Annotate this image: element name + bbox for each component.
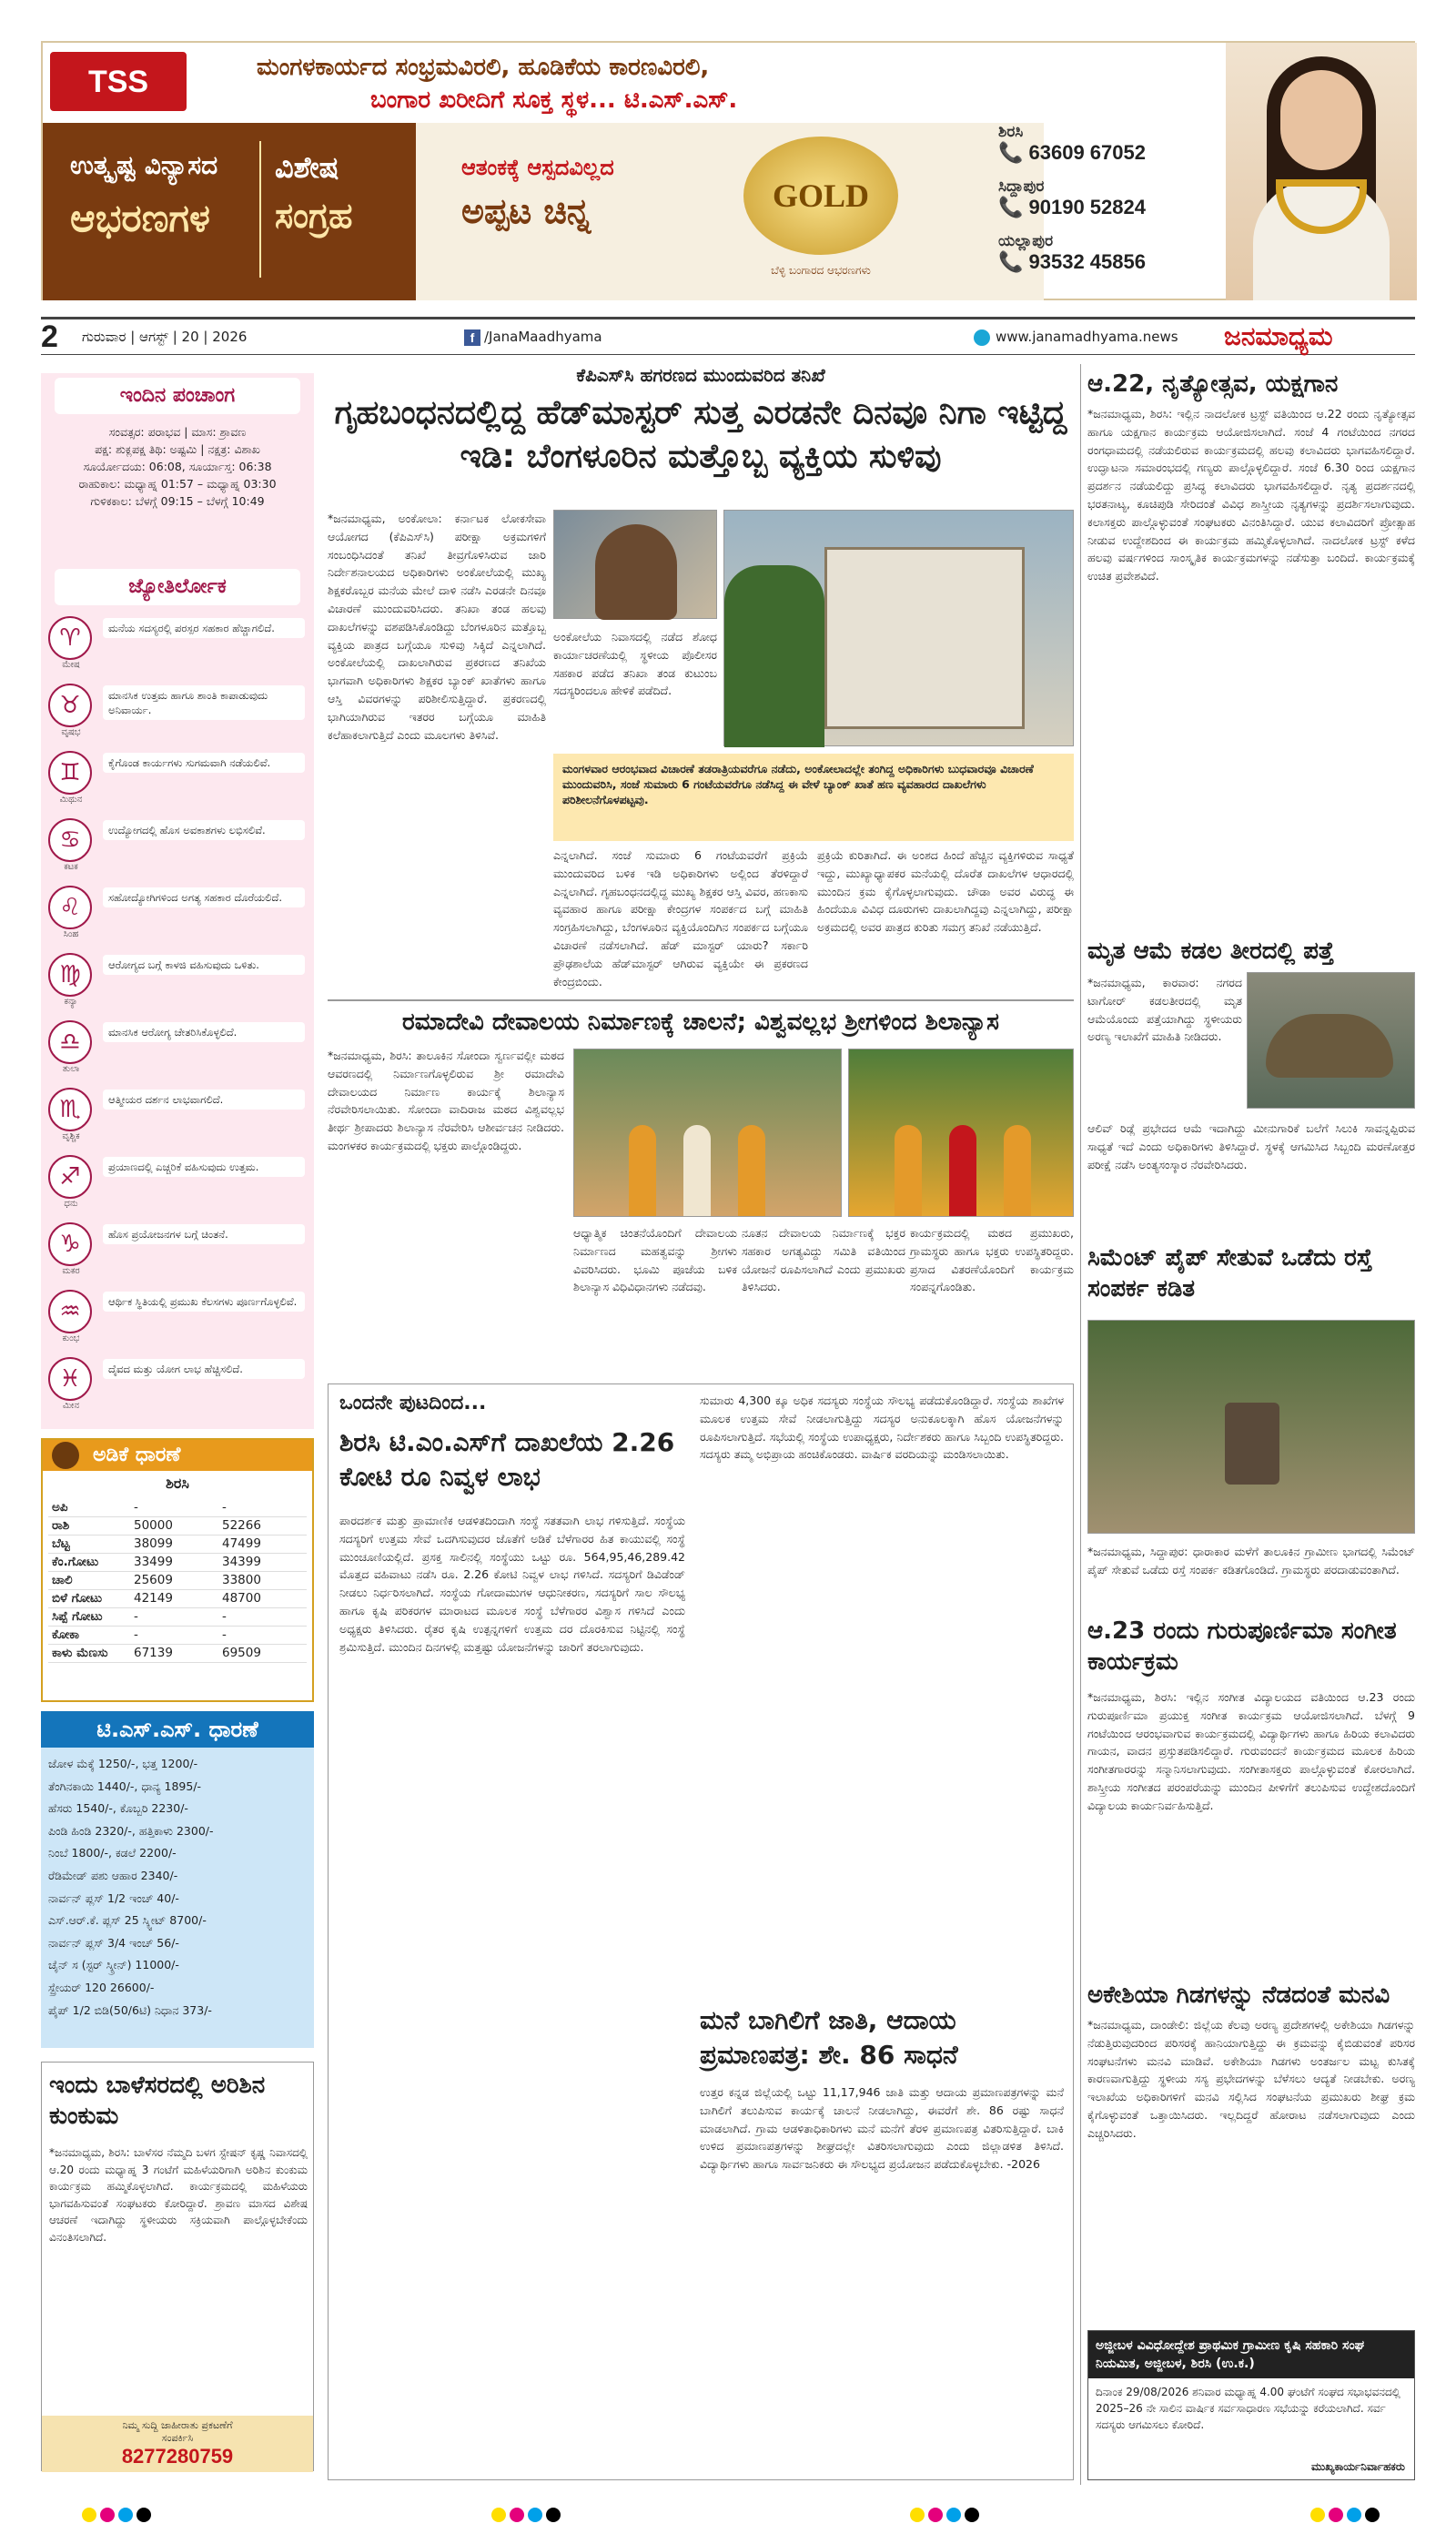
headmaster-photo	[553, 510, 717, 619]
facebook-icon: f	[464, 329, 480, 346]
rate-min: -	[130, 1498, 218, 1516]
tms-article-col2: ಸುಮಾರು 4,300 ಕ್ಕೂ ಅಧಿಕ ಸದಸ್ಯರು ಸಂಸ್ಥೆಯ ಸೌಲಭ್ಯ ಪಡೆದುಕೊಂಡಿದ್ದಾರೆ. ಸಂಸ್ಥೆಯ ಶಾಖೆಗಳ ಮೂಲಕ ಉತ್ತಮ ಸೇವೆ ನೀಡಲಾಗುತ್ತಿದ್ದು ಸದಸ್ಯರ ಅನುಕೂಲಕ್ಕಾಗಿ ಹೊಸ ಯೋಜನೆಗಳನ್ನು ರೂಪಿಸಲಾಗುತ್ತಿದೆ. ಸಭೆಯಲ್ಲಿ ಸಂಸ್ಥೆಯ ಉಪಾಧ್ಯಕ್ಷರು, ನಿರ್ದೇಶಕರು ಹಾಗೂ ಸಿಬ್ಬಂದಿ ಉಪಸ್ಥಿತರಿದ್ದರು. ಸದಸ್ಯರು ತಮ್ಮ ಅಭಿಪ್ರಾಯ ಹಂಚಿಕೊಂಡರು. ವಾರ್ಷಿಕ ವರದಿಯನ್ನು ಮಂಡಿಸಲಾಯಿತು.	[700, 1394, 1064, 1462]
turtle-photo	[1247, 972, 1415, 1109]
temple-article-headline: ರಮಾದೇವಿ ದೇವಾಲಯ ನಿರ್ಮಾಣಕ್ಕೆ ಚಾಲನೆ; ವಿಶ್ವವಲ್ಲಭ ಶ್ರೀಗಳಿಂದ ಶಿಲಾನ್ಯಾಸ	[402, 1008, 999, 1036]
classified-ad	[42, 2416, 313, 2472]
tss-rate-box	[41, 1711, 314, 2048]
bridge-body: *ಜನಮಾಧ್ಯಮ, ಸಿದ್ದಾಪುರ: ಧಾರಾಕಾರ ಮಳೆಗೆ ತಾಲೂಕಿನ ಗ್ರಾಮೀಣ ಭಾಗದಲ್ಲಿ ಸಿಮೆಂಟ್ ಪೈಪ್ ಸೇತುವೆ ಒಡೆದು ರಸ್ತೆ ಸಂಪರ್ಕ ಕಡಿತಗೊಂಡಿದೆ. ಗ್ರಾಮಸ್ಥರು ಪರದಾಡುವಂತಾಗಿದೆ.	[1087, 1545, 1415, 1576]
turtle-body: *ಜನಮಾಧ್ಯಮ, ಕಾರವಾರ: ನಗರದ ಟಾಗೋರ್ ಕಡಲತೀರದಲ್ಲಿ ಮೃತ ಆಮೆಯೊಂದು ಪತ್ತೆಯಾಗಿದ್ದು ಸ್ಥಳೀಯರು ಅರಣ್ಯ ಇಲಾಖೆಗೆ ಮಾಹಿತಿ ನೀಡಿದರು.	[1087, 976, 1242, 1044]
tss-advertisement	[41, 41, 1415, 300]
zodiac-icon: ♉	[48, 684, 92, 727]
zodiac-name: ಸಿಂಹ	[63, 929, 79, 939]
temple-ceremony-photo-1	[573, 1049, 842, 1217]
horoscope-item	[48, 951, 307, 1011]
tss-rate-line: ನಾರ್ವನ್ ಪ್ಲಸ್ 3/4 ಇಂಚ್ 56/-	[48, 1935, 179, 1950]
registration-dot	[965, 2508, 979, 2522]
panchanga-line: ಸೂರ್ಯೋದಯ: 06:08, ಸೂರ್ಯಾಸ್ತ: 06:38	[83, 460, 272, 473]
temple-ceremony-photo-2	[848, 1049, 1074, 1217]
registration-dot	[1347, 2508, 1361, 2522]
contact-phone: 📞 90190 52824	[998, 196, 1146, 218]
arecanut-icon	[52, 1442, 79, 1469]
zodiac-name: ತುಲಾ	[62, 1064, 80, 1074]
classified-ad-line1: ನಿಮ್ಮ ಸುದ್ದಿ ಜಾಹೀರಾತು ಪ್ರಕಟಣೆಗೆ	[122, 2419, 233, 2431]
zodiac-icon: ♒	[48, 1290, 92, 1333]
rate-label: ಕೋಕಾ	[48, 1626, 130, 1644]
zodiac-name: ಕನ್ಯಾ	[64, 997, 78, 1007]
tss-rate-line: ಜೋಳ ಮೆಕ್ಕೆ 1250/-, ಭತ್ತ 1200/-	[48, 1757, 198, 1770]
person-figure	[1004, 1125, 1031, 1216]
registration-dot	[910, 2508, 925, 2522]
rate-max: 34399	[218, 1553, 307, 1571]
rate-max: 69509	[218, 1644, 307, 1662]
zodiac-name: ಮೇಷ	[62, 660, 80, 670]
tss-rate-line: ನಾರ್ವನ್ ಪ್ಲಸ್ 1/2 ಇಂಚ್ 40/-	[48, 1890, 179, 1905]
notice-signature: ಮುಖ್ಯಕಾರ್ಯನಿರ್ವಾಹಕರು	[1310, 2460, 1405, 2473]
contact-place: ಯಲ್ಲಾಪುರ	[998, 232, 1054, 250]
registration-dot	[510, 2508, 524, 2522]
panchanga-line: ಪಕ್ಷ: ಶುಕ್ಲಪಕ್ಷ ತಿಥಿ: ಅಷ್ಟಮಿ | ನಕ್ಷತ್ರ: ವಿಶಾಖ	[95, 442, 260, 456]
registration-dot	[528, 2508, 542, 2522]
horoscope-item	[48, 614, 307, 674]
ad-left-line3: ವಿಶೇಷ	[275, 150, 339, 185]
tms-article-col1: ಪಾರದರ್ಶಕ ಮತ್ತು ಪ್ರಾಮಾಣಿಕ ಆಡಳಿತದಿಂದಾಗಿ ಸಂಸ್ಥೆ ಸತತವಾಗಿ ಲಾಭ ಗಳಿಸುತ್ತಿದೆ. ಸಂಸ್ಥೆಯ ಸದಸ್ಯರಿಗೆ ಉತ್ತಮ ಸೇವೆ ಒದಗಿಸುವುದರ ಜೊತೆಗೆ ಅಡಿಕೆ ಬೆಳೆಗಾರರ ಹಿತ ಕಾಯುವಲ್ಲಿ ಸಂಸ್ಥೆ ಮುಂಚೂಣಿಯಲ್ಲಿದೆ. ಪ್ರಸಕ್ತ ಸಾಲಿನಲ್ಲಿ ಸಂಸ್ಥೆಯು ಒಟ್ಟು ರೂ. 564,95,46,289.42 ಮೊತ್ತದ ವಹಿವಾಟು ನಡೆಸಿ ರೂ. 2.26 ಕೋಟಿ ನಿವ್ವಳ ಲಾಭ ಗಳಿಸಿದೆ. ಸದಸ್ಯರಿಗೆ ಡಿವಿಡೆಂಡ್ ನೀಡಲು ನಿರ್ಧರಿಸಲಾಗಿದೆ. ಸಂಸ್ಥೆಯ ಗೋದಾಮುಗಳ ಆಧುನೀಕರಣ, ಸದಸ್ಯರಿಗೆ ಸಾಲ ಸೌಲಭ್ಯ ಹಾಗೂ ಕೃಷಿ ಪರಿಕರಗಳ ಮಾರಾಟದ ಮೂಲಕ ಸಂಸ್ಥೆ ಬೆಳೆಗಾರರ ವಿಶ್ವಾಸ ಗಳಿಸಿದೆ ಎಂದು ಅಧ್ಯಕ್ಷರು ತಿಳಿಸಿದರು. ರೈತರ ಕೃಷಿ ಉತ್ಪನ್ನಗಳಿಗೆ ಉತ್ತಮ ದರ ದೊರಕಿಸುವ ನಿಟ್ಟಿನಲ್ಲಿ ಸಂಸ್ಥೆ ಶ್ರಮಿಸುತ್ತಿದೆ. ಮುಂದಿನ ದಿನಗಳಲ್ಲಿ ಮತ್ತಷ್ಟು ಯೋಜನೆಗಳನ್ನು ಜಾರಿಗೆ ತರಲಾಗುವುದು.	[339, 1514, 685, 1654]
registration-dot	[136, 2508, 151, 2522]
rate-min: 25609	[130, 1571, 218, 1589]
facebook-handle: /JanaMaadhyama	[484, 329, 602, 345]
kumkuma-headline: ಇಂದು ಬಾಳೆಸರದಲ್ಲಿ ಅರಿಶಿನ ಕುಂಕುಮ	[49, 2072, 266, 2130]
temple-article-col4: ಕಾರ್ಯಕ್ರಮದಲ್ಲಿ ಮಠದ ಪ್ರಮುಖರು, ಗ್ರಾಮಸ್ಥರು ಹಾಗೂ ಭಕ್ತರು ಉಪಸ್ಥಿತರಿದ್ದರು. ಪ್ರಸಾದ ವಿತರಣೆಯೊಂದಿಗೆ ಕಾರ್ಯಕ್ರಮ ಸಂಪನ್ನಗೊಂಡಿತು.	[910, 1226, 1074, 1294]
rate-min: 67139	[130, 1644, 218, 1662]
registration-dot	[928, 2508, 943, 2522]
person-figure	[738, 1125, 765, 1216]
music-event-headline: ಆ.23 ರಂದು ಗುರುಪೂರ್ಣಿಮಾ ಸಂಗೀತ ಕಾರ್ಯಕ್ರಮ	[1087, 1617, 1397, 1676]
zodiac-prediction: ಕೈಗೊಂಡ ಕಾರ್ಯಗಳು ಸುಗಮವಾಗಿ ನಡೆಯಲಿವೆ.	[103, 753, 305, 773]
main-article-caption: ಮಂಗಳವಾರ ಆರಂಭವಾದ ವಿಚಾರಣೆ ತಡರಾತ್ರಿಯವರೆಗೂ ನಡೆದು, ಅಂಕೋಲಾದಲ್ಲೇ ತಂಗಿದ್ದ ಅಧಿಕಾರಿಗಳು ಬುಧವಾರವೂ ವಿಚಾರಣೆ ಮುಂದುವರಿಸಿ, ಸಂಜೆ ಸುಮಾರು 6 ಗಂಟೆಯವರೆಗೂ ನಡೆಸಿದ್ದ ಈ ವೇಳೆ ಬ್ಯಾಂಕ್ ಖಾತೆ ಹಣ ವ್ಯವಹಾರದ ದಾಖಲೆಗಳು ಪರಿಶೀಲನೆಗೊಳಪಟ್ಟವು.	[553, 754, 1074, 841]
tss-rate-line: ಹೆಸರು 1540/-, ಕೊಬ್ಬರಿ 2230/-	[48, 1801, 188, 1816]
panchanga-title: ಇಂದಿನ ಪಂಚಾಂಗ	[55, 378, 300, 414]
rate-label: ಸಿಪ್ಪೆ ಗೋಟು	[48, 1607, 130, 1626]
horoscope-item	[48, 1153, 307, 1213]
dance-festival-headline: ಆ.22, ನೃತ್ಯೋತ್ಸವ, ಯಕ್ಷಗಾನ	[1087, 370, 1339, 398]
rate-row	[48, 1607, 307, 1626]
tss-rate-line: ನಿಂಬೆ 1800/-, ಕಡಲೆ 2200/-	[48, 1846, 177, 1860]
ad-mid-line2: ಅಪ್ಪಟ ಚಿನ್ನ	[461, 191, 592, 231]
issue-date: ಗುರುವಾರ | ಆಗಸ್ಟ್ | 20 | 2026	[82, 329, 248, 345]
tss-rate-list	[48, 1753, 307, 2022]
zodiac-prediction: ದೈವದ ಮತ್ತು ಯೋಗ ಲಾಭ ಹೆಚ್ಚಿಸಲಿದೆ.	[103, 1359, 305, 1379]
temple-article-col3: ನೂತನ ದೇವಾಲಯ ನಿರ್ಮಾಣಕ್ಕೆ ಭಕ್ತರ ಸಹಕಾರ ಅಗತ್ಯವಿದ್ದು ಸಮಿತಿ ವತಿಯಿಂದ ಯೋಜನೆ ರೂಪಿಸಲಾಗಿದೆ ಎಂದು ಪ್ರಮುಖರು ತಿಳಿಸಿದರು.	[742, 1226, 905, 1294]
arecanut-rate-table	[48, 1498, 307, 1663]
page-number: 2	[41, 319, 58, 354]
horoscope-item	[48, 1019, 307, 1079]
rate-label: ಅಪಿ	[48, 1498, 130, 1516]
arecanut-rate-title	[43, 1440, 312, 1471]
notice-title: ಅಜ್ಜೀಬಳ ವಿವಿಧೋದ್ದೇಶ ಪ್ರಾಥಮಿಕ ಗ್ರಾಮೀಣ ಕೃಷಿ ಸಹಕಾರಿ ಸಂಘ ನಿಯಮಿತ, ಅಜ್ಜೀಬಳ, ಶಿರಸಿ (ಉ.ಕ.)	[1088, 2331, 1414, 2378]
rate-row	[48, 1589, 307, 1607]
horoscope-item	[48, 816, 307, 877]
zodiac-icon: ♊	[48, 751, 92, 795]
ad-collection-panel	[43, 123, 416, 300]
rate-min: -	[130, 1626, 218, 1644]
zodiac-icon: ♎	[48, 1020, 92, 1064]
rate-row	[48, 1498, 307, 1516]
contact-phone: 📞 93532 45856	[998, 250, 1146, 273]
newspaper-brand: ಜನಮಾಧ್ಯಮ	[1224, 321, 1333, 351]
ad-left-line1: ಉತ್ಕೃಷ್ಟ ವಿನ್ಯಾಸದ	[70, 150, 218, 180]
ad-left-line4: ಸಂಗ್ರಹ	[275, 196, 353, 236]
contact-number: 93532 45856	[1028, 250, 1146, 273]
horoscope-item	[48, 682, 307, 742]
horoscope-item	[48, 1355, 307, 1415]
horoscope-item	[48, 1221, 307, 1281]
main-article-col1: *ಜನಮಾಧ್ಯಮ, ಅಂಕೋಲಾ: ಕರ್ನಾಟಕ ಲೋಕಸೇವಾ ಆಯೋಗದ (ಕೆಪಿಎಸ್‌ಸಿ) ಪರೀಕ್ಷಾ ಅಕ್ರಮಗಳಿಗೆ ಸಂಬಂಧಿಸಿದಂತೆ ತನಿಖೆ ತೀವ್ರಗೊಳಿಸಿರುವ ಜಾರಿ ನಿರ್ದೇಶನಾಲಯದ ಅಧಿಕಾರಿಗಳು ಅಂಕೋಲೆಯಲ್ಲಿ ಮುಖ್ಯ ಶಿಕ್ಷಕರೊಬ್ಬರ ಮನೆಯ ಮೇಲೆ ದಾಳಿ ನಡೆಸಿ ಎರಡನೇ ದಿನವೂ ವಿಚಾರಣೆ ಮುಂದುವರಿಸಿದರು. ತನಿಖಾ ತಂಡ ಹಲವು ದಾಖಲೆಗಳನ್ನು ವಶಪಡಿಸಿಕೊಂಡಿದ್ದು ಬೆಂಗಳೂರಿನ ಮತ್ತೊಬ್ಬ ವ್ಯಕ್ತಿಯ ಪಾತ್ರದ ಬಗ್ಗೆಯೂ ಸುಳಿವು ಸಿಕ್ಕಿದೆ ಎನ್ನಲಾಗಿದೆ. ಅಂಕೋಲೆಯಲ್ಲಿ ದಾಖಲಾಗಿರುವ ಪ್ರಕರಣದ ತನಿಖೆಯ ಭಾಗವಾಗಿ ಅಧಿಕಾರಿಗಳು ಶಿಕ್ಷಕರ ಬ್ಯಾಂಕ್ ಖಾತೆಗಳು ಹಾಗೂ ಆಸ್ತಿ ವಿವರಗಳನ್ನು ಪರಿಶೀಲಿಸುತ್ತಿದ್ದಾರೆ. ಪ್ರಕರಣದಲ್ಲಿ ಭಾಗಿಯಾಗಿರುವ ಇತರರ ಬಗ್ಗೆಯೂ ಮಾಹಿತಿ ಕಲೆಹಾಕಲಾಗುತ್ತಿದೆ ಎಂದು ಮೂಲಗಳು ತಿಳಿಸಿವೆ.	[328, 512, 546, 742]
continued-kicker: ಒಂದನೇ ಪುಟದಿಂದ...	[339, 1392, 487, 1414]
rate-row	[48, 1535, 307, 1553]
continued-section	[328, 1383, 1074, 2480]
registration-dot	[546, 2508, 561, 2522]
rate-row	[48, 1571, 307, 1589]
acacia-headline: ಅಕೇಶಿಯಾ ಗಿಡಗಳನ್ನು ನೆಡದಂತೆ ಮನವಿ	[1087, 1981, 1390, 2009]
zodiac-name: ವೃಶ್ಚಿಕ	[62, 1131, 80, 1141]
rate-label: ರಾಶಿ	[48, 1516, 130, 1535]
contact-phone: 📞 63609 67052	[998, 141, 1146, 164]
rate-row	[48, 1516, 307, 1535]
rate-min: -	[130, 1607, 218, 1626]
rate-row	[48, 1553, 307, 1571]
zodiac-name: ಧನು	[64, 1199, 78, 1209]
rate-max: -	[218, 1498, 307, 1516]
rate-min: 42149	[130, 1589, 218, 1607]
main-article-headline: ಗೃಹಬಂಧನದಲ್ಲಿದ್ದ ಹೆಡ್‌ಮಾಸ್ಟರ್ ಸುತ್ತ ಎರಡನೇ ದಿನವೂ ನಿಗಾ ಇಟ್ಟಿದ್ದ ಇಡಿ: ಬೆಂಗಳೂರಿನ ಮತ್ತೊಬ್ಬ ವ್ಯಕ್ತಿಯ ಸುಳಿವು	[334, 394, 1067, 475]
rate-max: 48700	[218, 1589, 307, 1607]
tss-rate-line: ಸ್ಪ್ರೇಯರ್ 120 26600/-	[48, 1980, 155, 1994]
section-divider	[328, 999, 1074, 1001]
tss-rate-title: ಟಿ.ಎಸ್.ಎಸ್. ಧಾರಣೆ	[41, 1711, 314, 1748]
ad-top-strip	[43, 43, 1226, 120]
zodiac-prediction: ಉದ್ಯೋಗದಲ್ಲಿ ಹೊಸ ಅವಕಾಶಗಳು ಲಭಿಸಲಿವೆ.	[103, 820, 305, 840]
column-rule	[1080, 364, 1081, 2485]
caste-certificate-headline: ಮನೆ ಬಾಗಿಲಿಗೆ ಜಾತಿ, ಆದಾಯ ಪ್ರಮಾಣಪತ್ರ: ಶೇ. 86 ಸಾಧನೆ	[700, 2005, 958, 2070]
rate-row	[48, 1644, 307, 1662]
tss-rate-line: ರೆಡಿಮೇಡ್ ಪಶು ಆಹಾರ 2340/-	[48, 1868, 178, 1882]
contact-number: 90190 52824	[1028, 196, 1146, 218]
person-figure	[949, 1125, 976, 1216]
rate-max: -	[218, 1626, 307, 1644]
zodiac-icon: ♑	[48, 1222, 92, 1266]
rate-label: ಚಾಲಿ	[48, 1571, 130, 1589]
tss-rate-line: ಚೈನ್ ಸ (ಸ್ಟರ್ ಸ್ಕ್ರೀನ್) 11000/-	[48, 1958, 179, 1972]
web-icon	[974, 329, 990, 346]
bridge-headline: ಸಿಮೆಂಟ್ ಪೈಪ್ ಸೇತುವೆ ಒಡೆದು ರಸ್ತೆ ಸಂಪರ್ಕ ಕಡಿತ	[1087, 1244, 1372, 1302]
website-link[interactable]	[974, 329, 1178, 346]
zodiac-name: ವೃಷಭ	[61, 727, 81, 737]
zodiac-icon: ♏	[48, 1088, 92, 1131]
arecanut-rate-city: ಶಿರಸಿ	[166, 1475, 189, 1492]
zodiac-icon: ♌	[48, 886, 92, 929]
tss-rate-line: ಎಸ್.ಆರ್.ಕೆ. ಪ್ಲಸ್ 25 ಸ್ಕ್ವೀಟ್ 8700/-	[48, 1913, 207, 1928]
contact-siddapura	[998, 177, 1226, 219]
ad-tagline-2: ಬಂಗಾರ ಖರೀದಿಗೆ ಸೂಕ್ತ ಸ್ಥಳ... ಟಿ.ಎಸ್.ಎಸ್.	[370, 86, 738, 114]
rate-min: 33499	[130, 1553, 218, 1571]
zodiac-icon: ♋	[48, 818, 92, 862]
page-masthead	[41, 317, 1415, 355]
rate-max: -	[218, 1607, 307, 1626]
kumkuma-article	[41, 2062, 314, 2471]
cooperative-notice	[1087, 2330, 1415, 2480]
contact-sirsi	[998, 123, 1226, 165]
zodiac-name: ಮೀನ	[63, 1401, 79, 1411]
tss-gold-subtitle: ಬೆಳ್ಳಿ ಬಂಗಾರದ ಆಭರಣಗಳು	[771, 264, 871, 277]
arecanut-rate-title-text: ಅಡಿಕೆ ಧಾರಣೆ	[93, 1444, 181, 1466]
rate-row	[48, 1626, 307, 1644]
zodiac-name: ಮಿಥುನ	[59, 795, 83, 805]
registration-dot	[1365, 2508, 1380, 2522]
ad-bottom-panel	[43, 123, 1044, 300]
panchanga-line: ರಾಹುಕಾಲ: ಮಧ್ಯಾಹ್ನ 01:57 – ಮಧ್ಯಾಹ್ನ 03:30	[78, 477, 277, 491]
classified-ad-phone: 8277280759	[121, 2445, 234, 2468]
main-article-col4: ಪ್ರಕ್ರಿಯೆ ಕುರಿತಾಗಿದೆ. ಈ ಅಂಶದ ಹಿಂದೆ ಹೆಚ್ಚಿನ ವ್ಯಕ್ತಿಗಳಿರುವ ಸಾಧ್ಯತೆ ಇದ್ದು, ಮುಖ್ಯಾಧ್ಯಾಪಕರ ಮನೆಯಲ್ಲಿ ದೊರೆತ ದಾಖಲೆಗಳ ಆಧಾರದಲ್ಲಿ ಮುಂದಿನ ಕ್ರಮ ಕೈಗೊಳ್ಳಲಾಗುವುದು. ಚೌಡಾ ಅವರ ವಿರುದ್ಧ ಈ ಹಿಂದೆಯೂ ವಿವಿಧ ದೂರುಗಳು ದಾಖಲಾಗಿದ್ದವು ಎನ್ನಲಾಗಿದ್ದು, ಪರೀಕ್ಷಾ ಅಕ್ರಮದಲ್ಲಿ ಅವರ ಪಾತ್ರದ ಕುರಿತು ಸಮಗ್ರ ತನಿಖೆ ನಡೆಯುತ್ತಿದೆ.	[817, 848, 1074, 935]
zodiac-prediction: ಮಾನಸಿಕ ಆರೋಗ್ಯ ಚೇತರಿಸಿಕೊಳ್ಳಲಿದೆ.	[103, 1022, 305, 1042]
turtle-body-cont: ಆಲಿವ್ ರಿಡ್ಲೆ ಪ್ರಭೇದದ ಆಮೆ ಇದಾಗಿದ್ದು ಮೀನುಗಾರಿಕೆ ಬಲೆಗೆ ಸಿಲುಕಿ ಸಾವನ್ನಪ್ಪಿರುವ ಸಾಧ್ಯತೆ ಇದೆ ಎಂದು ಅಧಿಕಾರಿಗಳು ತಿಳಿಸಿದ್ದಾರೆ. ಸ್ಥಳಕ್ಕೆ ಆಗಮಿಸಿದ ಸಿಬ್ಬಂದಿ ಮರಣೋತ್ತರ ಪರೀಕ್ಷೆ ನಡೆಸಿ ಅಂತ್ಯಸಂಸ್ಕಾರ ನೆರವೇರಿಸಿದರು.	[1087, 1121, 1415, 1171]
person-figure	[629, 1125, 656, 1216]
website-url: www.janamadhyama.news	[996, 329, 1178, 345]
zodiac-icon: ♓	[48, 1357, 92, 1401]
contact-place: ಶಿರಸಿ	[998, 123, 1024, 141]
contact-place: ಸಿದ್ದಾಪುರ	[998, 177, 1045, 196]
house-photo	[723, 510, 1074, 746]
rate-label: ಕಾಳು ಮೆಣಸು	[48, 1644, 130, 1662]
model-face	[1280, 70, 1362, 170]
registration-dot	[82, 2508, 96, 2522]
panchanga-line: ಗುಳಿಕಕಾಲ: ಬೆಳಗ್ಗೆ 09:15 – ಬೆಳಗ್ಗೆ 10:49	[90, 494, 265, 508]
kumkuma-body: *ಜನಮಾಧ್ಯಮ, ಶಿರಸಿ: ಬಾಳೆಸರ ನೆಮ್ಮದಿ ಬಳಗ ಸ್ಟೇಷನ್ ಕೃಷ್ಣ ನಿವಾಸದಲ್ಲಿ ಆ.20 ರಂದು ಮಧ್ಯಾಹ್ನ 3 ಗಂಟೆಗೆ ಮಹಿಳೆಯರಿಗಾಗಿ ಅರಿಶಿನ ಕುಂಕುಮ ಕಾರ್ಯಕ್ರಮ ಹಮ್ಮಿಕೊಳ್ಳಲಾಗಿದೆ. ಕಾರ್ಯಕ್ರಮದಲ್ಲಿ ಮಹಿಳೆಯರು ಭಾಗವಹಿಸುವಂತೆ ಸಂಘಟಕರು ಕೋರಿದ್ದಾರೆ. ಶ್ರಾವಣ ಮಾಸದ ವಿಶೇಷ ಆಚರಣೆ ಇದಾಗಿದ್ದು ಸ್ಥಳೀಯರು ಸಕ್ರಿಯವಾಗಿ ಪಾಲ್ಗೊಳ್ಳಬೇಕೆಂದು ವಿನಂತಿಸಲಾಗಿದೆ.	[49, 2146, 308, 2244]
rate-max: 52266	[218, 1516, 307, 1535]
temple-article-col2: ಆಧ್ಯಾತ್ಮಿಕ ಚಿಂತನೆಯೊಂದಿಗೆ ದೇವಾಲಯ ನಿರ್ಮಾಣದ ಮಹತ್ವವನ್ನು ಶ್ರೀಗಳು ವಿವರಿಸಿದರು. ಭೂಮಿ ಪೂಜೆಯ ಬಳಿಕ ಶಿಲಾನ್ಯಾಸ ವಿಧಿವಿಧಾನಗಳು ನಡೆದವು.	[573, 1226, 737, 1294]
horoscope-item	[48, 1288, 307, 1348]
main-article-kicker: ಕೆಪಿಎಸ್‌ಸಿ ಹಗರಣದ ಮುಂದುವರಿದ ತನಿಖೆ	[576, 364, 825, 386]
tms-article-headline: ಶಿರಸಿ ಟಿ.ಎಂ.ಎಸ್‌ಗೆ ದಾಖಲೆಯ 2.26 ಕೋಟಿ ರೂ ನಿವ್ವಳ ಲಾಭ	[339, 1427, 675, 1492]
zodiac-prediction: ಆರೋಗ್ಯದ ಬಗ್ಗೆ ಕಾಳಜಿ ವಹಿಸುವುದು ಒಳಿತು.	[103, 955, 305, 975]
rate-min: 38099	[130, 1535, 218, 1553]
tss-rate-line: ತೆಂಗಿನಕಾಯಿ 1440/-, ಧಾನ್ಯ 1895/-	[48, 1779, 202, 1793]
horoscope-item	[48, 749, 307, 809]
zodiac-icon: ♍	[48, 953, 92, 997]
registration-dot	[1329, 2508, 1343, 2522]
panchanga-line: ಸಂವತ್ಸರ: ಪರಾಭವ | ಮಾಸ: ಶ್ರಾವಣ	[108, 425, 247, 439]
contact-number: 63609 67052	[1028, 141, 1146, 164]
ad-tagline-1: ಮಂಗಳಕಾರ್ಯದ ಸಂಭ್ರಮವಿರಲಿ, ಹೂಡಿಕೆಯ ಕಾರಣವಿರಲಿ,	[257, 54, 710, 81]
turtle-figure	[1266, 1014, 1393, 1078]
main-article-col3: ಎನ್ನಲಾಗಿದೆ. ಸಂಜೆ ಸುಮಾರು 6 ಗಂಟೆಯವರೆಗೆ ಪ್ರಕ್ರಿಯೆ ಮುಂದುವರಿದ ಬಳಿಕ ಇಡಿ ಅಧಿಕಾರಿಗಳು ಅಲ್ಲಿಂದ ತೆರಳಿದ್ದಾರೆ ಎನ್ನಲಾಗಿದೆ. ಗೃಹಬಂಧನದಲ್ಲಿದ್ದ ಮುಖ್ಯ ಶಿಕ್ಷಕರ ಆಸ್ತಿ ವಿವರ, ಹಣಕಾಸು ವ್ಯವಹಾರ ಹಾಗೂ ಪರೀಕ್ಷಾ ಕೇಂದ್ರಗಳ ಸಂಪರ್ಕದ ಬಗ್ಗೆ ಮಾಹಿತಿ ಸಂಗ್ರಹಿಸಲಾಗಿದ್ದು, ಬೆಂಗಳೂರಿನ ವ್ಯಕ್ತಿಯೊಂದಿಗಿನ ಸಂಪರ್ಕದ ಬಗ್ಗೆಯೂ ವಿಚಾರಣೆ ನಡೆಸಲಾಗಿದೆ. ಹೆಡ್ ಮಾಸ್ಟರ್ ಯಾರು? ಸರ್ಕಾರಿ ಪ್ರೌಢಶಾಲೆಯ ಹೆಡ್‌ಮಾಸ್ಟರ್ ಆಗಿರುವ ವ್ಯಕ್ತಿಯೇ ಈ ಪ್ರಕರಣದ ಕೇಂದ್ರಬಿಂದು.	[553, 848, 808, 988]
registration-dot	[100, 2508, 115, 2522]
rate-label: ಬಿಳೆ ಗೋಟು	[48, 1589, 130, 1607]
zodiac-icon: ♈	[48, 616, 92, 660]
zodiac-icon: ♐	[48, 1155, 92, 1199]
tss-gold-logo: GOLD	[743, 137, 898, 255]
classified-ad-line2: ಸಂಪರ್ಕಿಸಿ	[161, 2432, 194, 2444]
person-figure	[895, 1125, 922, 1216]
horoscope-item	[48, 884, 307, 944]
registration-dot	[1310, 2508, 1325, 2522]
zodiac-prediction: ಮಾನಸಿಕ ಉತ್ತಮ ಹಾಗೂ ಶಾಂತಿ ಕಾಪಾಡುವುದು ಅನಿವಾರ್ಯ.	[103, 685, 305, 720]
temple-article-col1: *ಜನಮಾಧ್ಯಮ, ಶಿರಸಿ: ತಾಲೂಕಿನ ಸೋಂದಾ ಸ್ವರ್ಣವಲ್ಲೀ ಮಠದ ಆವರಣದಲ್ಲಿ ನಿರ್ಮಾಣಗೊಳ್ಳಲಿರುವ ಶ್ರೀ ರಮಾದೇವಿ ದೇವಾಲಯದ ನಿರ್ಮಾಣ ಕಾರ್ಯಕ್ಕೆ ಶಿಲಾನ್ಯಾಸ ನೆರವೇರಿಸಲಾಯಿತು. ಸೋಂದಾ ವಾದಿರಾಜ ಮಠದ ವಿಶ್ವವಲ್ಲಭ ತೀರ್ಥ ಶ್ರೀಪಾದರು ಶಿಲಾನ್ಯಾಸ ನೆರವೇರಿಸಿ ಆಶೀರ್ವಚನ ನೀಡಿದರು. ಮಂಗಳಕರ ಕಾರ್ಯಕ್ರಮದಲ್ಲಿ ಭಕ್ತರು ಪಾಲ್ಗೊಂಡಿದ್ದರು.	[328, 1049, 564, 1152]
music-event-body: *ಜನಮಾಧ್ಯಮ, ಶಿರಸಿ: ಇಲ್ಲಿನ ಸಂಗೀತ ವಿದ್ಯಾಲಯದ ವತಿಯಿಂದ ಆ.23 ರಂದು ಗುರುಪೂರ್ಣಿಮಾ ಪ್ರಯುಕ್ತ ಸಂಗೀತ ಕಾರ್ಯಕ್ರಮ ಆಯೋಜಿಸಲಾಗಿದೆ. ಬೆಳಗ್ಗೆ 9 ಗಂಟೆಯಿಂದ ಆರಂಭವಾಗುವ ಕಾರ್ಯಕ್ರಮದಲ್ಲಿ ವಿದ್ಯಾರ್ಥಿಗಳು ಹಾಗೂ ಹಿರಿಯ ಕಲಾವಿದರು ಗಾಯನ, ವಾದನ ಪ್ರಸ್ತುತಪಡಿಸಲಿದ್ದಾರೆ. ಗುರುವಂದನೆ ಕಾರ್ಯಕ್ರಮದ ಮೂಲಕ ಹಿರಿಯ ಸಂಗೀತಗಾರರನ್ನು ಸನ್ಮಾನಿಸಲಾಗುವುದು. ಸಂಗೀತಾಸಕ್ತರು ಪಾಲ್ಗೊಳ್ಳುವಂತೆ ಕೋರಲಾಗಿದೆ. ಶಾಸ್ತ್ರೀಯ ಸಂಗೀತದ ಪರಂಪರೆಯನ್ನು ಮುಂದಿನ ಪೀಳಿಗೆಗೆ ತಲುಪಿಸುವ ಉದ್ದೇಶದೊಂದಿಗೆ ವಿದ್ಯಾಲಯ ಕಾರ್ಯನಿರ್ವಹಿಸುತ್ತಿದೆ.	[1087, 1690, 1415, 1812]
arecanut-rate-box	[41, 1438, 314, 1702]
rate-label: ಕೆಂ.ಗೋಟು	[48, 1553, 130, 1571]
ad-mid-line1: ಆತಂಕಕ್ಕೆ ಆಸ್ಪದವಿಲ್ಲದ	[461, 155, 614, 180]
rate-max: 47499	[218, 1535, 307, 1553]
zodiac-prediction: ಹೊಸ ಪ್ರಯೋಜನಗಳ ಬಗ್ಗೆ ಚಿಂತನೆ.	[103, 1224, 305, 1244]
person-figure	[595, 524, 677, 620]
horoscope-item	[48, 1086, 307, 1146]
caste-certificate-body: ಉತ್ತರ ಕನ್ನಡ ಜಿಲ್ಲೆಯಲ್ಲಿ ಒಟ್ಟು 11,17,946 ಜಾತಿ ಮತ್ತು ಆದಾಯ ಪ್ರಮಾಣಪತ್ರಗಳನ್ನು ಮನೆ ಬಾಗಿಲಿಗೆ ತಲುಪಿಸುವ ಕಾರ್ಯಕ್ಕೆ ಚಾಲನೆ ನೀಡಲಾಗಿದ್ದು, ಈವರೆಗೆ ಶೇ. 86 ರಷ್ಟು ಸಾಧನೆ ಮಾಡಲಾಗಿದೆ. ಗ್ರಾಮ ಆಡಳಿತಾಧಿಕಾರಿಗಳು ಮನೆ ಮನೆಗೆ ತೆರಳಿ ಪ್ರಮಾಣಪತ್ರ ವಿತರಿಸುತ್ತಿದ್ದಾರೆ. ಬಾಕಿ ಉಳಿದ ಪ್ರಮಾಣಪತ್ರಗಳನ್ನು ಶೀಘ್ರದಲ್ಲೇ ವಿತರಿಸಲಾಗುವುದು ಎಂದು ಜಿಲ್ಲಾಡಳಿತ ತಿಳಿಸಿದೆ. ವಿದ್ಯಾರ್ಥಿಗಳು ಹಾಗೂ ಸಾರ್ವಜನಿಕರು ಈ ಸೌಲಭ್ಯದ ಪ್ರಯೋಜನ ಪಡೆದುಕೊಳ್ಳಬೇಕು. -2026	[700, 2085, 1064, 2172]
registration-dot	[946, 2508, 961, 2522]
rate-min: 50000	[130, 1516, 218, 1535]
tss-logo: TSS	[50, 52, 187, 111]
zodiac-prediction: ಮನೆಯ ಸದಸ್ಯರಲ್ಲಿ ಪರಸ್ಪರ ಸಹಕಾರ ಹೆಚ್ಚಾಗಲಿದೆ.	[103, 618, 305, 638]
ad-model-photo	[1226, 43, 1417, 300]
acacia-body: *ಜನಮಾಧ್ಯಮ, ದಾಂಡೇಲಿ: ಜಿಲ್ಲೆಯ ಕೆಲವು ಅರಣ್ಯ ಪ್ರದೇಶಗಳಲ್ಲಿ ಅಕೇಶಿಯಾ ಗಿಡಗಳನ್ನು ನೆಡುತ್ತಿರುವುದರಿಂದ ಪರಿಸರಕ್ಕೆ ಹಾನಿಯಾಗುತ್ತಿದ್ದು ಈ ಕ್ರಮವನ್ನು ಕೈಬಿಡುವಂತೆ ಪರಿಸರ ಸಂಘಟನೆಗಳು ಮನವಿ ಮಾಡಿವೆ. ಅಕೇಶಿಯಾ ಗಿಡಗಳು ಅಂತರ್ಜಲ ಮಟ್ಟ ಕುಸಿತಕ್ಕೆ ಕಾರಣವಾಗುತ್ತಿದ್ದು ಸ್ಥಳೀಯ ಸಸ್ಯ ಪ್ರಭೇದಗಳನ್ನು ಬೆಳೆಸಲು ಆದ್ಯತೆ ನೀಡಬೇಕು. ಅರಣ್ಯ ಇಲಾಖೆಯ ಅಧಿಕಾರಿಗಳಿಗೆ ಮನವಿ ಸಲ್ಲಿಸಿದ ಸಂಘಟನೆಯ ಪ್ರಮುಖರು ಶೀಘ್ರ ಕ್ರಮ ಕೈಗೊಳ್ಳುವಂತೆ ಒತ್ತಾಯಿಸಿದರು. ಇಲ್ಲದಿದ್ದರೆ ಹೋರಾಟ ನಡೆಸಲಾಗುವುದು ಎಂದು ಎಚ್ಚರಿಸಿದರು.	[1087, 2018, 1415, 2140]
person-figure	[683, 1125, 711, 1216]
dance-festival-body: *ಜನಮಾಧ್ಯಮ, ಶಿರಸಿ: ಇಲ್ಲಿನ ನಾದಲೋಕ ಟ್ರಸ್ಟ್ ವತಿಯಿಂದ ಆ.22 ರಂದು ನೃತ್ಯೋತ್ಸವ ಹಾಗೂ ಯಕ್ಷಗಾನ ಕಾರ್ಯಕ್ರಮ ಆಯೋಜಿಸಲಾಗಿದೆ. ಸಂಜೆ 4 ಗಂಟೆಯಿಂದ ನಗರದ ರಂಗಧಾಮದಲ್ಲಿ ನಡೆಯಲಿರುವ ಕಾರ್ಯಕ್ರಮದಲ್ಲಿ ಹಲವು ಕಲಾವಿದರು ಭಾಗವಹಿಸಲಿದ್ದಾರೆ. ಉದ್ಘಾಟನಾ ಸಮಾರಂಭದಲ್ಲಿ ಗಣ್ಯರು ಪಾಲ್ಗೊಳ್ಳಲಿದ್ದಾರೆ. ಸಂಜೆ 6.30 ರಿಂದ ಯಕ್ಷಗಾನ ಪ್ರದರ್ಶನ ನಡೆಯಲಿದ್ದು ಪ್ರಸಿದ್ಧ ಕಲಾವಿದರು ಭಾಗವಹಿಸಲಿದ್ದಾರೆ. ನೃತ್ಯ ಪ್ರದರ್ಶನದಲ್ಲಿ ಭರತನಾಟ್ಯ, ಕೂಚಿಪುಡಿ ಸೇರಿದಂತೆ ವಿವಿಧ ಶಾಸ್ತ್ರೀಯ ನೃತ್ಯಗಳನ್ನು ಪ್ರದರ್ಶಿಸಲಾಗುವುದು. ಕಲಾಸಕ್ತರು ಪಾಲ್ಗೊಳ್ಳುವಂತೆ ಸಂಘಟಕರು ವಿನಂತಿಸಿದ್ದಾರೆ. ಯುವ ಕಲಾವಿದರಿಗೆ ಪ್ರೋತ್ಸಾಹ ನೀಡುವ ಉದ್ದೇಶದಿಂದ ಈ ಕಾರ್ಯಕ್ರಮ ಹಮ್ಮಿಕೊಳ್ಳಲಾಗಿದೆ. ನಾದಲೋಕ ಟ್ರಸ್ಟ್ ಕಳೆದ ಹಲವು ವರ್ಷಗಳಿಂದ ಸಾಂಸ್ಕೃತಿಕ ಕಾರ್ಯಕ್ರಮಗಳನ್ನು ನಡೆಸುತ್ತಾ ಬಂದಿದೆ. ಕಾರ್ಯಕ್ರಮಕ್ಕೆ ಉಚಿತ ಪ್ರವೇಶವಿದೆ.	[1087, 407, 1415, 583]
zodiac-name: ಕುಂಭ	[62, 1333, 80, 1343]
notice-body: ದಿನಾಂಕ 29/08/2026 ಶನಿವಾರ ಮಧ್ಯಾಹ್ನ 4.00 ಘಂಟೆಗೆ ಸಂಘದ ಸಭಾಭವನದಲ್ಲಿ 2025–26 ನೇ ಸಾಲಿನ ವಾರ್ಷಿಕ ಸರ್ವಸಾಧಾರಣ ಸಭೆಯನ್ನು ಕರೆಯಲಾಗಿದೆ. ಸರ್ವ ಸದಸ್ಯರು ಆಗಮಿಸಲು ಕೋರಿದೆ.	[1096, 2386, 1400, 2431]
contact-yellapura	[998, 232, 1226, 274]
tree-figure	[724, 565, 824, 747]
facebook-link[interactable]	[464, 329, 602, 346]
zodiac-prediction: ಪ್ರಯಾಣದಲ್ಲಿ ಎಚ್ಚರಿಕೆ ವಹಿಸುವುದು ಉತ್ತಮ.	[103, 1157, 305, 1177]
zodiac-prediction: ಆತ್ಮೀಯರ ದರ್ಶನ ಲಾಭವಾಗಲಿದೆ.	[103, 1090, 305, 1110]
panchanga-box	[41, 373, 314, 1429]
registration-dot	[491, 2508, 506, 2522]
turtle-headline: ಮೃತ ಆಮೆ ಕಡಲ ತೀರದಲ್ಲಿ ಪತ್ತೆ	[1087, 938, 1334, 965]
panchanga-lines	[48, 423, 307, 510]
zodiac-prediction: ಆರ್ಥಿಕ ಸ್ಥಿತಿಯಲ್ಲಿ ಪ್ರಮುಖ ಕೆಲಸಗಳು ಪೂರ್ಣಗೊಳ್ಳಲಿವೆ.	[103, 1292, 305, 1312]
pipe-figure	[1225, 1403, 1279, 1485]
tss-rate-line: ಪಿಂಡಿ ಹಿಂಡಿ 2320/-, ಹತ್ತಿಕಾಳು 2300/-	[48, 1823, 214, 1838]
house-figure	[824, 547, 1025, 729]
ad-contacts	[998, 123, 1226, 287]
broken-bridge-photo	[1087, 1320, 1415, 1534]
zodiac-name: ಮಕರ	[62, 1266, 80, 1276]
ad-divider	[259, 141, 261, 278]
rate-label: ಬೆಟ್ಟ	[48, 1535, 130, 1553]
zodiac-name: ಕಟಕ	[64, 862, 78, 872]
horoscope-title: ಜ್ಯೋತಿರ್ಲೋಕ	[55, 569, 300, 605]
ad-left-line2: ಆಭರಣಗಳ	[70, 196, 210, 240]
main-article-col2: ಅಂಕೋಲೆಯ ನಿವಾಸದಲ್ಲಿ ನಡೆದ ಶೋಧ ಕಾರ್ಯಾಚರಣೆಯಲ್ಲಿ ಸ್ಥಳೀಯ ಪೊಲೀಸರ ಸಹಕಾರ ಪಡೆದ ತನಿಖಾ ತಂಡ ಕುಟುಂಬ ಸದಸ್ಯರಿಂದಲೂ ಹೇಳಿಕೆ ಪಡೆದಿದೆ.	[553, 630, 717, 698]
rate-max: 33800	[218, 1571, 307, 1589]
tss-rate-line: ಪೈಪ್ 1/2 ಬಿಡಿ(50/6ಟಿ) ನಿಧಾನ 373/-	[48, 2002, 212, 2017]
zodiac-prediction: ಸಹೋದ್ಯೋಗಿಗಳಿಂದ ಅಗತ್ಯ ಸಹಕಾರ ದೊರೆಯಲಿದೆ.	[103, 887, 305, 907]
registration-dot	[118, 2508, 133, 2522]
